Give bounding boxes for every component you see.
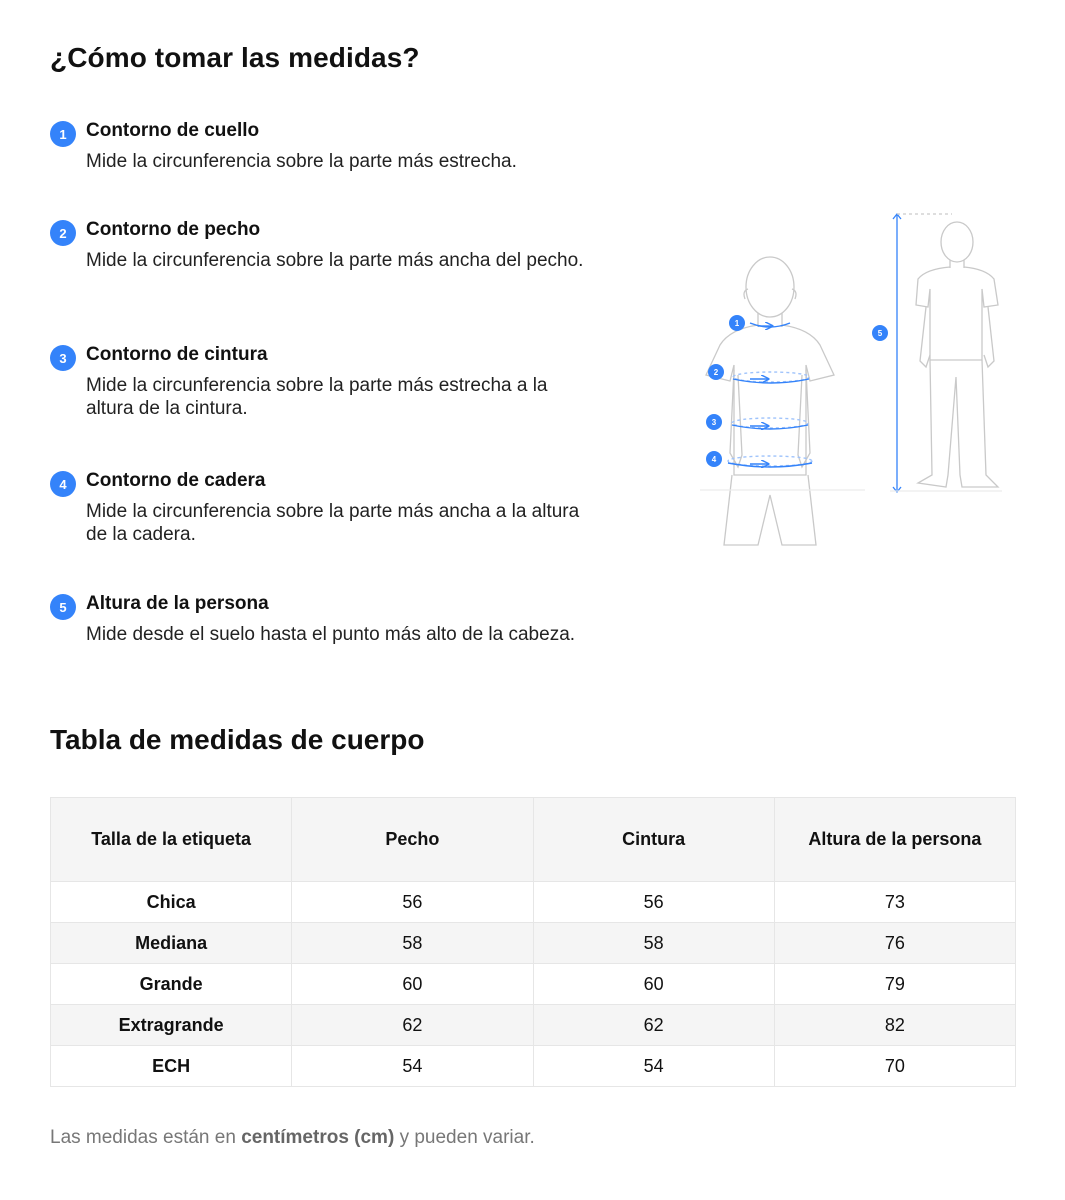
- step-number-badge: 5: [50, 594, 76, 620]
- chest-cell: 58: [292, 923, 533, 964]
- table-header-row: [51, 798, 1016, 882]
- svg-text:4: 4: [711, 455, 717, 464]
- chest-cell: 54: [292, 1046, 533, 1087]
- size-table-title: Tabla de medidas de cuerpo: [50, 724, 425, 755]
- column-header-size-label: Talla de la etiqueta: [51, 798, 292, 882]
- step-title: Contorno de pecho: [86, 219, 261, 240]
- side-figure: [916, 222, 998, 487]
- step-title: Altura de la persona: [86, 593, 269, 614]
- svg-text:5: 5: [877, 329, 883, 338]
- note-text-before: Las medidas están en: [50, 1127, 242, 1148]
- size-label-cell: Extragrande: [51, 1005, 292, 1046]
- table-row: [51, 1005, 1016, 1046]
- note-text-after: y pueden variar.: [394, 1127, 535, 1148]
- waist-cell: 54: [533, 1046, 774, 1087]
- waist-band: [732, 425, 808, 429]
- size-label-cell: Grande: [51, 964, 292, 1005]
- height-cell: 73: [774, 882, 1015, 923]
- waist-cell: 56: [533, 882, 774, 923]
- guide-title: ¿Cómo tomar las medidas?: [50, 42, 420, 73]
- chest-cell: 62: [292, 1005, 533, 1046]
- units-note: [50, 1127, 535, 1149]
- head-shape: [746, 257, 794, 317]
- figure-marker-4: [706, 451, 722, 467]
- step-description: Mide la circunferencia sobre la parte más ancha a la altura de la cadera.: [86, 501, 580, 545]
- svg-text:1: 1: [734, 319, 740, 328]
- table-row: [51, 964, 1016, 1005]
- size-label-cell: ECH: [51, 1046, 292, 1087]
- step-description: Mide la circunferencia sobre la parte más estrecha a la altura de la cintura.: [86, 375, 548, 419]
- step-number-badge: 1: [50, 121, 76, 147]
- table-row: [51, 882, 1016, 923]
- chest-band: [733, 379, 809, 383]
- column-header-height: Altura de la persona: [774, 798, 1015, 882]
- height-cell: 70: [774, 1046, 1015, 1087]
- size-table: [50, 797, 1016, 1087]
- figure-marker-5: [872, 325, 888, 341]
- chest-cell: 60: [292, 964, 533, 1005]
- height-cell: 82: [774, 1005, 1015, 1046]
- waist-cell: 60: [533, 964, 774, 1005]
- waist-cell: 58: [533, 923, 774, 964]
- step-title: Contorno de cadera: [86, 470, 266, 491]
- step-title: Contorno de cintura: [86, 344, 268, 365]
- chest-cell: 56: [292, 882, 533, 923]
- svg-text:2: 2: [713, 368, 719, 377]
- figure-marker-3: [706, 414, 722, 430]
- step-description: Mide la circunferencia sobre la parte más ancha del pecho.: [86, 250, 584, 271]
- table-row: [51, 923, 1016, 964]
- figure-marker-1: [729, 315, 745, 331]
- column-header-waist: Cintura: [533, 798, 774, 882]
- hip-band: [728, 463, 812, 467]
- step-number-badge: 3: [50, 345, 76, 371]
- height-cell: 79: [774, 964, 1015, 1005]
- height-cell: 76: [774, 923, 1015, 964]
- size-label-cell: Mediana: [51, 923, 292, 964]
- note-units: centímetros (cm): [241, 1127, 395, 1148]
- front-figure: [700, 257, 865, 545]
- body-measurement-illustration: [690, 205, 1020, 555]
- table-row: [51, 1046, 1016, 1087]
- step-description: Mide desde el suelo hasta el punto más alto de la cabeza.: [86, 624, 576, 645]
- step-description: Mide la circunferencia sobre la parte más estrecha.: [86, 151, 517, 172]
- step-number-badge: 2: [50, 220, 76, 246]
- column-header-chest: Pecho: [292, 798, 533, 882]
- svg-text:3: 3: [711, 418, 717, 427]
- size-label-cell: Chica: [51, 882, 292, 923]
- step-number-badge: 4: [50, 471, 76, 497]
- measurement-bands: [728, 323, 812, 467]
- waist-cell: 62: [533, 1005, 774, 1046]
- step-title: Contorno de cuello: [86, 120, 260, 141]
- figure-marker-2: [708, 364, 724, 380]
